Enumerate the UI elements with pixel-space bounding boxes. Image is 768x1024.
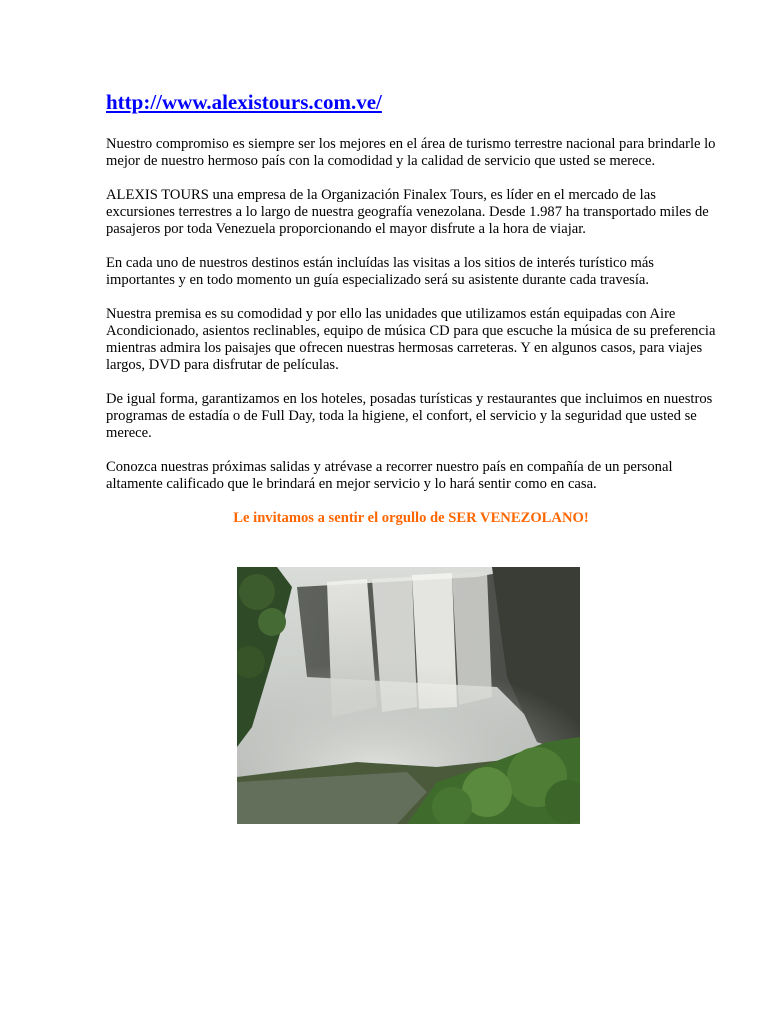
paragraph-compromiso: Nuestro compromiso es siempre ser los mejores en el área de turismo terrestre nacional para brindarle lo mejor de nuestro hermoso país con la comodidad y la calidad de servicio que usted se merece. xyxy=(106,136,716,169)
paragraph-hoteles: De igual forma, garantizamos en los hoteles, posadas turísticas y restaurantes que incluimos en nuestros programas de estadía o de Full Day, toda la higiene, el confort, el servicio y la seguridad que usted se merece. xyxy=(106,391,713,441)
document-body xyxy=(106,88,716,527)
slogan-text: Le invitamos a sentir el orgullo de SER VENEZOLANO! xyxy=(233,510,589,526)
paragraph-destinos: En cada uno de nuestros destinos están incluídas las visitas a los sitios de interés turístico más importantes y en todo momento un guía especializado será su asistente durante cada travesía. xyxy=(106,255,654,288)
waterfall-photo xyxy=(237,567,580,824)
paragraph-comodidad: Nuestra premisa es su comodidad y por ello las unidades que utilizamos están equipadas con Aire Acondicionado, asientos reclinables, equipo de música CD para que escuche la música de su preferencia mientras admira los paisajes que ofrecen nuestras hermosas carreteras. Y en algunos casos, para viajes largos, DVD para disfrutar de películas. xyxy=(106,306,716,373)
paragraph-empresa: ALEXIS TOURS una empresa de la Organización Finalex Tours, es líder en el mercado de las excursiones terrestres a lo largo de nuestra geografía venezolana. Desde 1.987 ha transportado miles de pasajeros por toda Venezuela proporcionando el mayor disfrute a la hora de viajar. xyxy=(106,187,709,237)
website-link[interactable]: http://www.alexistours.com.ve/ xyxy=(106,90,382,114)
paragraph-salidas: Conozca nuestras próximas salidas y atrévase a recorrer nuestro país en compañía de un personal altamente calificado que le brindará en mejor servicio y lo hará sentir como en casa. xyxy=(106,459,673,492)
